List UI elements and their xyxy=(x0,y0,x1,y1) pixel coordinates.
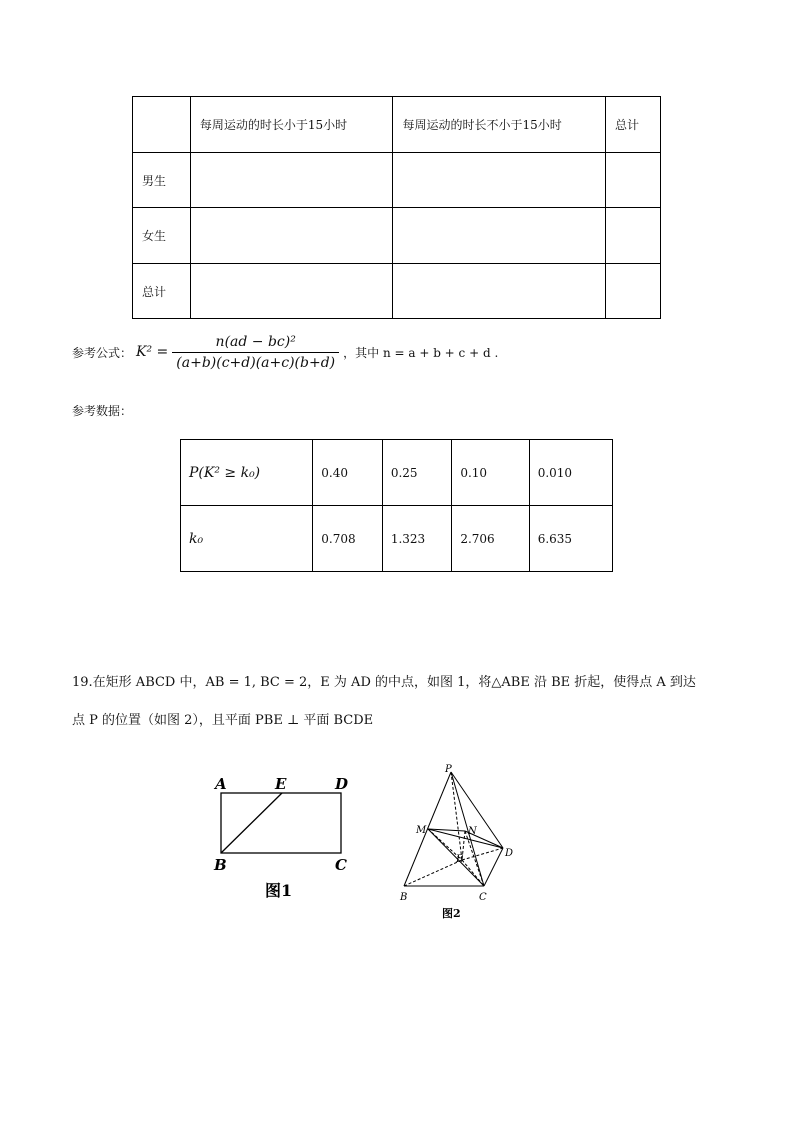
formula-label: 参考公式： xyxy=(72,345,133,360)
table-header-total: 总计 xyxy=(606,97,661,153)
ref-k-value: 0.708 xyxy=(313,506,383,572)
edge-pb xyxy=(404,772,451,886)
table-cell xyxy=(190,208,393,264)
problem-19-line1: 19.在矩形 ABCD 中，AB = 1, BC = 2，E 为 AD 的中点，如图 1，将△ABE 沿 BE 折起，使得点 A 到达 xyxy=(72,675,696,690)
table-header-empty xyxy=(133,97,191,153)
table-cell xyxy=(393,153,606,208)
figure-2 xyxy=(392,760,532,925)
ref-p-value: 0.10 xyxy=(452,440,529,506)
table-header-under-15: 每周运动的时长小于15小时 xyxy=(190,97,393,153)
ref-row1-label: P(K² ≥ k₀) xyxy=(181,440,313,506)
table-cell xyxy=(393,264,606,319)
table-header-over-15: 每周运动的时长不小于15小时 xyxy=(393,97,606,153)
reference-label: 参考数据： xyxy=(72,404,133,418)
table-cell xyxy=(190,264,393,319)
table-row-label-total: 总计 xyxy=(133,264,191,319)
ref-row2-label: k₀ xyxy=(181,506,313,572)
table-cell xyxy=(606,208,661,264)
edge-cd xyxy=(484,848,503,886)
fig2-label-c: C xyxy=(479,892,487,903)
formula-fraction xyxy=(172,334,339,371)
rectangle-abcd xyxy=(221,793,341,853)
fig2-label-d: D xyxy=(505,848,514,859)
table-row-label-female: 女生 xyxy=(133,208,191,264)
fig1-caption: 图1 xyxy=(265,881,293,900)
fig1-label-b: B xyxy=(214,856,227,874)
formula-tail: ，其中 n = a + b + c + d . xyxy=(343,345,499,360)
ref-k-value: 1.323 xyxy=(382,506,452,572)
fig2-label-m: M xyxy=(416,825,427,836)
table-cell xyxy=(393,208,606,264)
ref-k-value: 2.706 xyxy=(452,506,529,572)
formula-denominator: (a+b)(c+d)(a+c)(b+d) xyxy=(176,354,336,371)
formula-line xyxy=(72,330,498,374)
ref-p-value: 0.40 xyxy=(313,440,383,506)
contingency-table xyxy=(132,96,661,319)
figure-1 xyxy=(205,770,365,900)
table-row-label-male: 男生 xyxy=(133,153,191,208)
fig2-caption: 图2 xyxy=(442,907,461,920)
fig1-label-d: D xyxy=(335,775,349,793)
ref-k-value: 6.635 xyxy=(529,506,612,572)
fig2-label-e: E xyxy=(456,854,464,865)
table-cell xyxy=(190,153,393,208)
fig2-label-p: P xyxy=(445,764,452,775)
formula-lhs: K² = xyxy=(136,344,169,360)
ref-p-value: 0.010 xyxy=(529,440,612,506)
fig1-label-a: A xyxy=(215,775,227,793)
fig2-label-n: N xyxy=(468,826,477,837)
problem-19-line2: 点 P 的位置（如图 2），且平面 PBE ⊥ 平面 BCDE xyxy=(72,713,374,728)
edge-ed xyxy=(462,848,503,860)
table-cell xyxy=(606,153,661,208)
formula-numerator: n(ad − bc)² xyxy=(172,334,339,353)
segment-be xyxy=(221,793,282,853)
fig2-label-b: B xyxy=(400,892,408,903)
table-cell xyxy=(606,264,661,319)
fig1-label-e: E xyxy=(275,775,287,793)
ref-p-value: 0.25 xyxy=(382,440,452,506)
reference-table xyxy=(180,439,613,572)
fig1-label-c: C xyxy=(335,856,347,874)
